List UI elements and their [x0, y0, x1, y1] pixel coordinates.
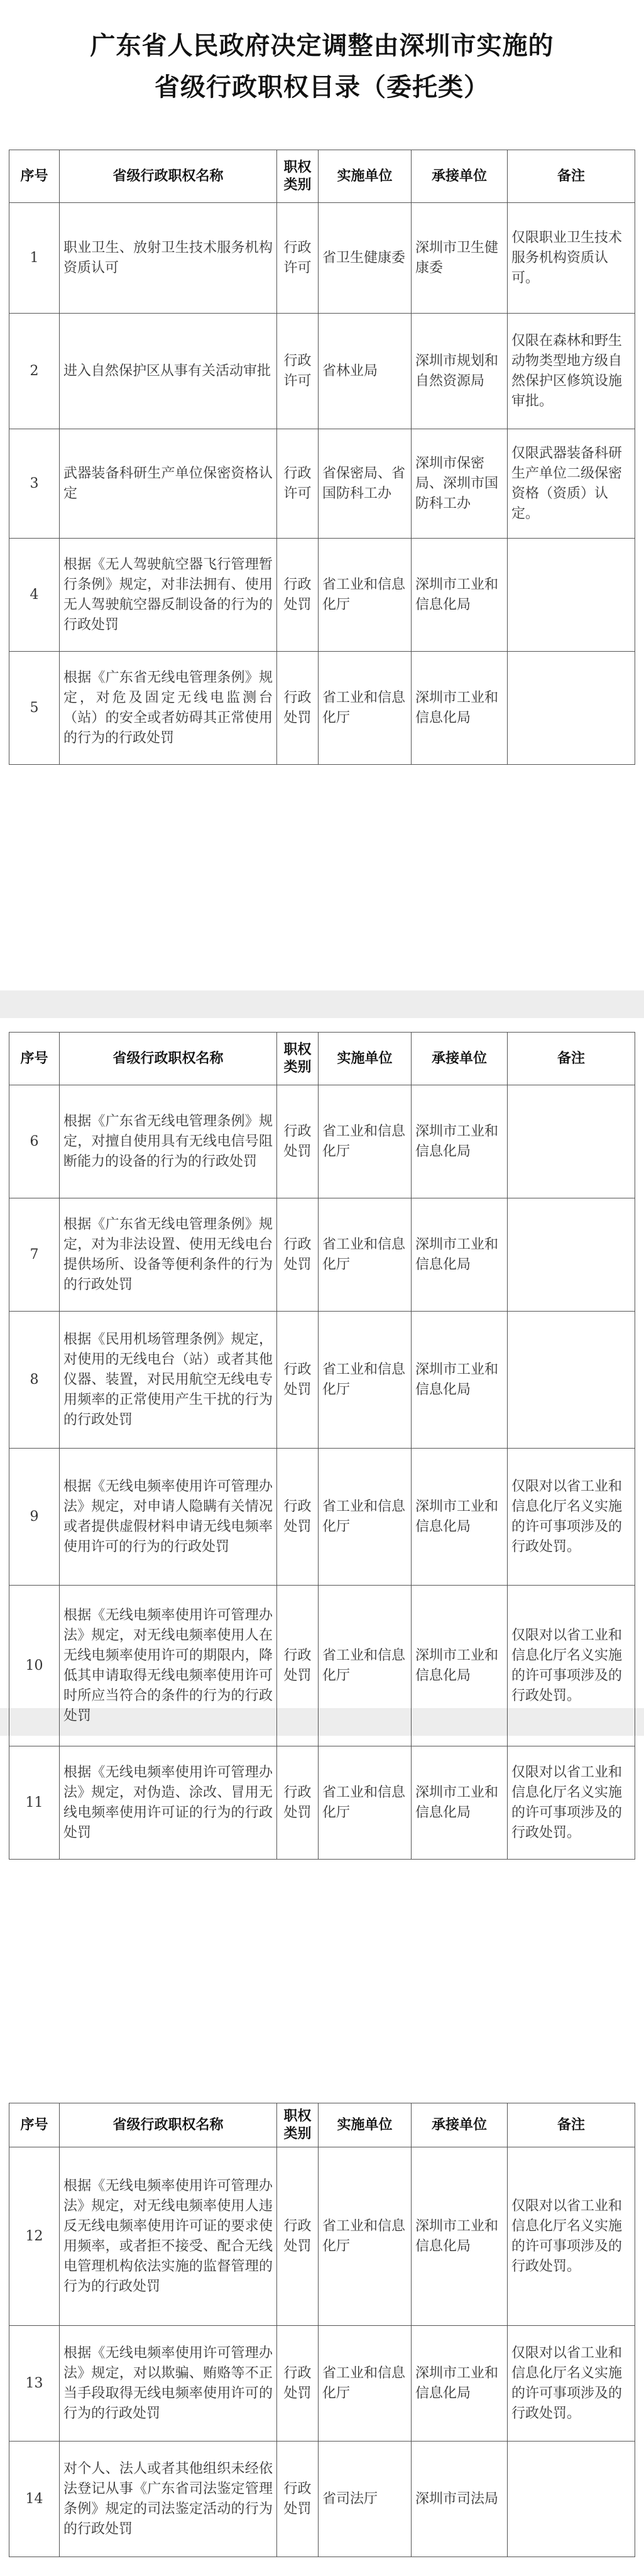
table-row	[9, 2326, 635, 2442]
header-type: 职权类别	[277, 1033, 319, 1085]
cell-undertaker: 深圳市工业和信息化局	[412, 1312, 508, 1449]
cell-note: 仅限对以省工业和信息化厅名义实施的许可事项涉及的行政处罚。	[508, 1586, 635, 1746]
cell-undertaker: 深圳市工业和信息化局	[412, 1449, 508, 1586]
cell-implementer: 省保密局、省国防科工办	[319, 429, 412, 539]
cell-implementer: 省卫生健康委	[319, 203, 412, 314]
table-row	[9, 203, 635, 314]
table-row	[9, 1312, 635, 1449]
cell-type: 行政许可	[277, 429, 319, 539]
header-name: 省级行政职权名称	[60, 150, 277, 203]
cell-note	[508, 1198, 635, 1312]
cell-name: 对个人、法人或者其他组织未经依法登记从事《广东省司法鉴定管理条例》规定的司法鉴定活动的行为的行政处罚	[60, 2442, 277, 2557]
cell-type: 行政处罚	[277, 1198, 319, 1312]
header-no: 序号	[9, 1033, 60, 1085]
table-row	[9, 1586, 635, 1746]
cell-name: 根据《广东省无线电管理条例》规定，对为非法设置、使用无线电台提供场所、设备等便利条件的行为的行政处罚	[60, 1198, 277, 1312]
permissions-table-page-3	[9, 2103, 635, 2557]
cell-no: 4	[9, 539, 60, 652]
cell-undertaker: 深圳市工业和信息化局	[412, 2147, 508, 2326]
header-implementer: 实施单位	[319, 1033, 412, 1085]
cell-no: 1	[9, 203, 60, 314]
header-no: 序号	[9, 150, 60, 203]
cell-note: 仅限对以省工业和信息化厅名义实施的许可事项涉及的行政处罚。	[508, 2326, 635, 2442]
header-undertaker: 承接单位	[412, 1033, 508, 1085]
cell-name: 职业卫生、放射卫生技术服务机构资质认可	[60, 203, 277, 314]
cell-undertaker: 深圳市工业和信息化局	[412, 1746, 508, 1860]
cell-undertaker: 深圳市卫生健康委	[412, 203, 508, 314]
header-no: 序号	[9, 2103, 60, 2147]
cell-type: 行政处罚	[277, 1085, 319, 1198]
cell-name: 根据《广东省无线电管理条例》规定，对擅自使用具有无线电信号阻断能力的设备的行为的行政处罚	[60, 1085, 277, 1198]
cell-note	[508, 539, 635, 652]
cell-no: 9	[9, 1449, 60, 1586]
cell-no: 13	[9, 2326, 60, 2442]
cell-type: 行政许可	[277, 203, 319, 314]
cell-name: 根据《无线电频率使用许可管理办法》规定，对以欺骗、贿赂等不正当手段取得无线电频率使用许可的行为的行政处罚	[60, 2326, 277, 2442]
header-name: 省级行政职权名称	[60, 2103, 277, 2147]
cell-name: 根据《广东省无线电管理条例》规定，对危及固定无线电监测台（站）的安全或者妨碍其正常使用的行为的行政处罚	[60, 652, 277, 765]
header-note: 备注	[508, 150, 635, 203]
cell-no: 2	[9, 314, 60, 429]
cell-note: 仅限对以省工业和信息化厅名义实施的许可事项涉及的行政处罚。	[508, 1449, 635, 1586]
header-implementer: 实施单位	[319, 2103, 412, 2147]
title-line-2: 省级行政职权目录（委托类）	[155, 73, 489, 102]
cell-implementer: 省工业和信息化厅	[319, 539, 412, 652]
cell-implementer: 省工业和信息化厅	[319, 2147, 412, 2326]
table-row	[9, 429, 635, 539]
cell-note: 仅限在森林和野生动物类型地方级自然保护区修筑设施审批。	[508, 314, 635, 429]
table-row	[9, 1746, 635, 1860]
table-row	[9, 539, 635, 652]
header-note: 备注	[508, 1033, 635, 1085]
cell-name: 根据《无线电频率使用许可管理办法》规定，对无线电频率使用人在无线电频率使用许可的期限内，降低其申请取得无线电频率使用许可时所应当符合的条件的行为的行政处罚	[60, 1586, 277, 1746]
cell-implementer: 省林业局	[319, 314, 412, 429]
cell-type: 行政处罚	[277, 2147, 319, 2326]
permissions-table-page-1	[9, 150, 635, 765]
header-implementer: 实施单位	[319, 150, 412, 203]
cell-note: 仅限武器装备科研生产单位二级保密资格（资质）认定。	[508, 429, 635, 539]
cell-undertaker: 深圳市司法局	[412, 2442, 508, 2557]
cell-implementer: 省工业和信息化厅	[319, 1449, 412, 1586]
header-type: 职权类别	[277, 150, 319, 203]
table-row	[9, 2147, 635, 2326]
cell-no: 3	[9, 429, 60, 539]
cell-note	[508, 2442, 635, 2557]
header-note: 备注	[508, 2103, 635, 2147]
header-undertaker: 承接单位	[412, 150, 508, 203]
cell-undertaker: 深圳市工业和信息化局	[412, 1586, 508, 1746]
cell-undertaker: 深圳市工业和信息化局	[412, 1198, 508, 1312]
cell-no: 5	[9, 652, 60, 765]
table-header-row	[9, 2103, 635, 2147]
cell-undertaker: 深圳市工业和信息化局	[412, 1085, 508, 1198]
cell-no: 14	[9, 2442, 60, 2557]
header-type: 职权类别	[277, 2103, 319, 2147]
cell-name: 根据《无线电频率使用许可管理办法》规定，对伪造、涂改、冒用无线电频率使用许可证的行为的行政处罚	[60, 1746, 277, 1860]
table-row	[9, 652, 635, 765]
cell-name: 根据《无人驾驶航空器飞行管理暂行条例》规定，对非法拥有、使用无人驾驶航空器反制设备的行为的行政处罚	[60, 539, 277, 652]
cell-note: 仅限对以省工业和信息化厅名义实施的许可事项涉及的行政处罚。	[508, 2147, 635, 2326]
cell-name: 根据《无线电频率使用许可管理办法》规定，对无线电频率使用人违反无线电频率使用许可证的要求使用频率，或者拒不接受、配合无线电管理机构依法实施的监督管理的行为的行政处罚	[60, 2147, 277, 2326]
cell-no: 7	[9, 1198, 60, 1312]
header-name: 省级行政职权名称	[60, 1033, 277, 1085]
cell-note	[508, 1312, 635, 1449]
cell-note	[508, 652, 635, 765]
cell-undertaker: 深圳市规划和自然资源局	[412, 314, 508, 429]
title-line-1: 广东省人民政府决定调整由深圳市实施的	[90, 31, 554, 60]
cell-name: 根据《民用机场管理条例》规定，对使用的无线电台（站）或者其他仪器、装置，对民用航空无线电专用频率的正常使用产生干扰的行为的行政处罚	[60, 1312, 277, 1449]
cell-note	[508, 1085, 635, 1198]
cell-name: 进入自然保护区从事有关活动审批	[60, 314, 277, 429]
document-title	[0, 25, 644, 108]
cell-implementer: 省工业和信息化厅	[319, 652, 412, 765]
header-undertaker: 承接单位	[412, 2103, 508, 2147]
cell-implementer: 省工业和信息化厅	[319, 1198, 412, 1312]
table-row	[9, 1085, 635, 1198]
cell-type: 行政处罚	[277, 652, 319, 765]
cell-name: 根据《无线电频率使用许可管理办法》规定，对申请人隐瞒有关情况或者提供虚假材料申请无线电频率使用许可的行为的行政处罚	[60, 1449, 277, 1586]
cell-implementer: 省工业和信息化厅	[319, 1312, 412, 1449]
cell-type: 行政处罚	[277, 539, 319, 652]
cell-no: 8	[9, 1312, 60, 1449]
cell-implementer: 省工业和信息化厅	[319, 2326, 412, 2442]
cell-implementer: 省工业和信息化厅	[319, 1586, 412, 1746]
cell-type: 行政处罚	[277, 1312, 319, 1449]
cell-type: 行政处罚	[277, 2326, 319, 2442]
table-row	[9, 314, 635, 429]
cell-type: 行政处罚	[277, 1746, 319, 1860]
cell-type: 行政许可	[277, 314, 319, 429]
cell-implementer: 省工业和信息化厅	[319, 1746, 412, 1860]
table-row	[9, 2442, 635, 2557]
table-header-row	[9, 150, 635, 203]
cell-undertaker: 深圳市工业和信息化局	[412, 2326, 508, 2442]
permissions-table-page-2	[9, 1032, 635, 1860]
cell-type: 行政处罚	[277, 1586, 319, 1746]
cell-implementer: 省工业和信息化厅	[319, 1085, 412, 1198]
cell-undertaker: 深圳市工业和信息化局	[412, 539, 508, 652]
cell-type: 行政处罚	[277, 1449, 319, 1586]
cell-no: 10	[9, 1586, 60, 1746]
cell-no: 11	[9, 1746, 60, 1860]
table-header-row	[9, 1033, 635, 1085]
cell-no: 6	[9, 1085, 60, 1198]
cell-undertaker: 深圳市工业和信息化局	[412, 652, 508, 765]
cell-note: 仅限职业卫生技术服务机构资质认可。	[508, 203, 635, 314]
cell-note: 仅限对以省工业和信息化厅名义实施的许可事项涉及的行政处罚。	[508, 1746, 635, 1860]
table-row	[9, 1449, 635, 1586]
cell-name: 武器装备科研生产单位保密资格认定	[60, 429, 277, 539]
table-row	[9, 1198, 635, 1312]
page-separator	[0, 990, 644, 1018]
cell-implementer: 省司法厅	[319, 2442, 412, 2557]
cell-type: 行政处罚	[277, 2442, 319, 2557]
cell-undertaker: 深圳市保密局、深圳市国防科工办	[412, 429, 508, 539]
cell-no: 12	[9, 2147, 60, 2326]
